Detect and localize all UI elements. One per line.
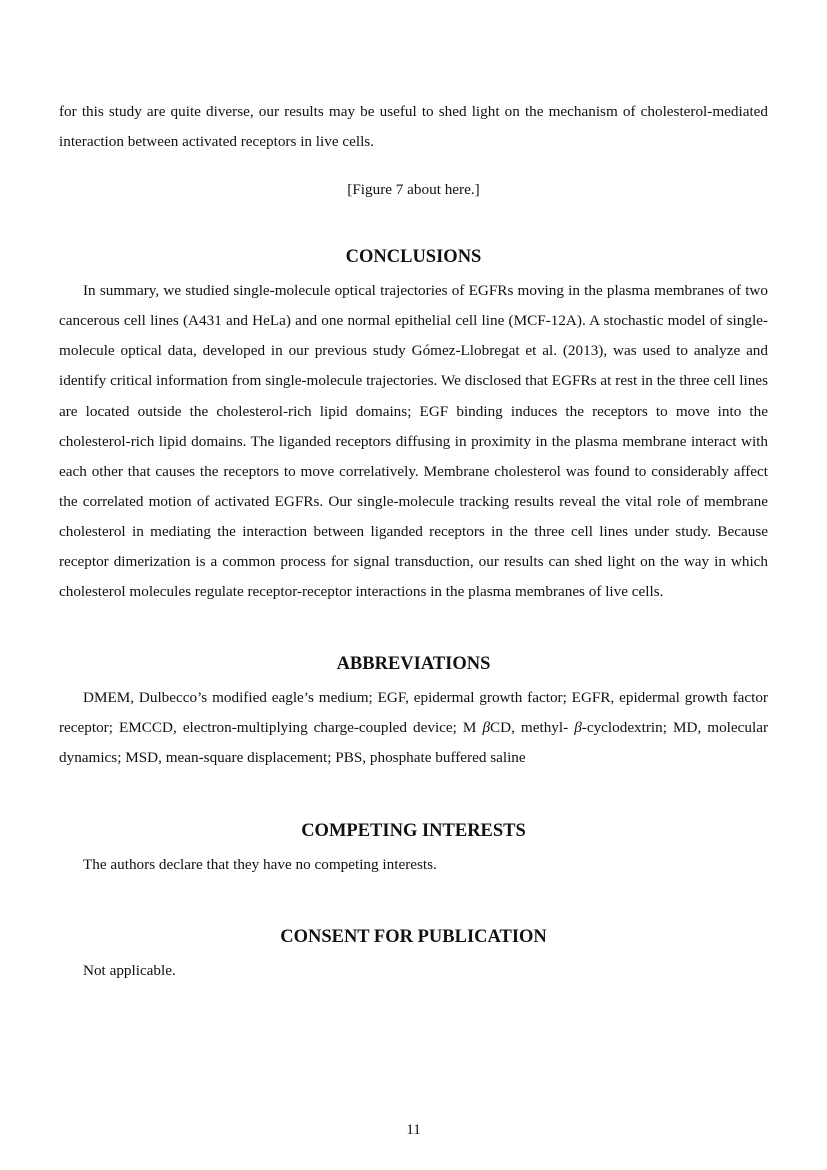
consent-heading: CONSENT FOR PUBLICATION <box>280 926 547 947</box>
abbreviations-text-part1: DMEM, Dulbecco’s modified eagle’s medium; EGF, epidermal growth factor; EGFR, epidermal growth factor receptor; EMCCD, electron-multiplying charge-coupled device; M <box>59 689 768 737</box>
beta-symbol: β <box>482 719 491 737</box>
abbreviations-text-part3: -cyclodextrin; MD, molecular dynamics; MSD, mean-square displacement; PBS, phosphate buffered saline <box>59 719 768 767</box>
page-body <box>59 97 768 986</box>
consent-paragraph: Not applicable. <box>83 961 176 979</box>
conclusions-heading: CONCLUSIONS <box>345 247 482 268</box>
conclusions-paragraph: In summary, we studied single-molecule optical trajectories of EGFRs moving in the plasma membranes of two cancerous cell lines (A431 and HeLa) and one normal epithelial cell line (MCF-12A). A stochastic model of single-molecule optical data, developed in our previous study Gómez-Llobregat et al. (2013), was used to analyze and identify critical information from single-molecule trajectories. We disclosed that EGFRs at rest in the three cell lines are located outside the cholesterol-rich lipid domains; EGF binding induces the receptors to move into the cholesterol-rich lipid domains. The liganded receptors diffusing in proximity in the plasma membrane interact with each other that causes the receptors to move correlatively. Membrane cholesterol was found to considerably affect the correlated motion of activated EGFRs. Our single-molecule tracking results reveal the vital role of membrane cholesterol in mediating the interaction between liganded receptors in the three cell lines under study. Because receptor dimerization is a common process for signal transduction, our results can shed light on the way in which cholesterol molecules regulate receptor-receptor interactions in the plasma membranes of live cells. <box>59 282 768 601</box>
competing-interests-paragraph: The authors declare that they have no competing interests. <box>83 855 437 873</box>
abbreviations-paragraph <box>59 683 768 773</box>
abbreviations-heading: ABBREVIATIONS <box>336 654 491 675</box>
intro-paragraph: for this study are quite diverse, our results may be useful to shed light on the mechanism of cholesterol-mediated interaction between activated receptors in live cells. <box>59 103 768 151</box>
beta-symbol: β <box>574 719 582 737</box>
competing-interests-heading: COMPETING INTERESTS <box>301 820 526 841</box>
figure-placeholder-note: [Figure 7 about here.] <box>347 181 480 199</box>
page-number: 11 <box>406 1121 421 1138</box>
abbreviations-text-part2: CD, methyl- <box>490 719 575 737</box>
